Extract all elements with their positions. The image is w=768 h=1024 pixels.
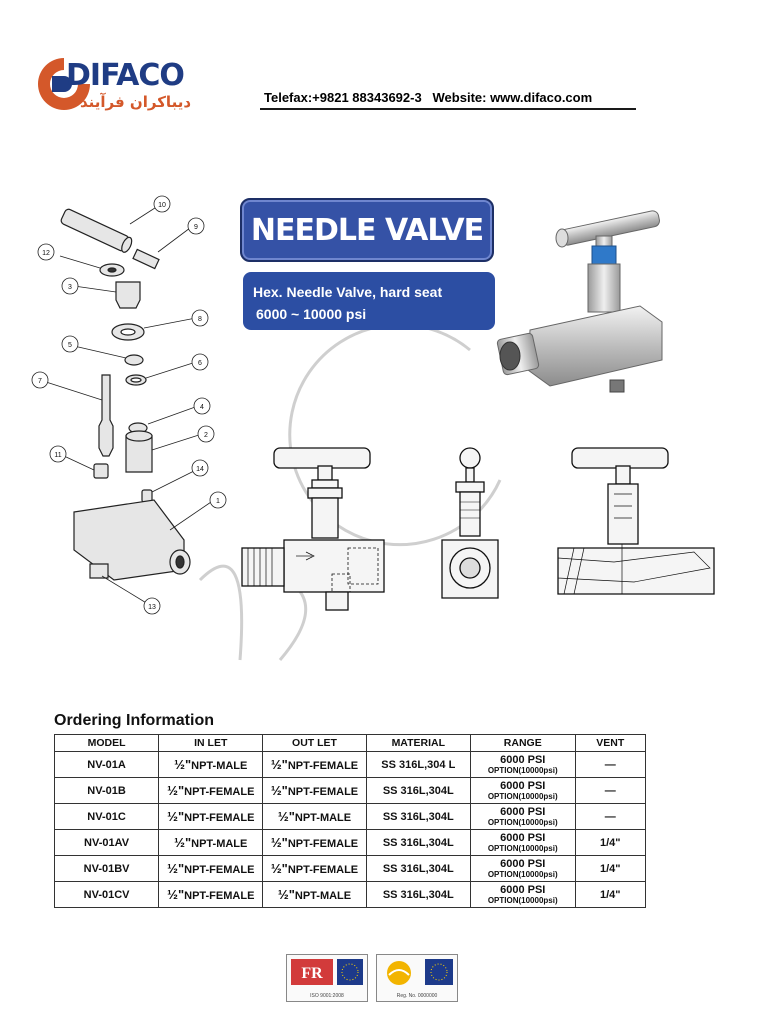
- outlet-cell: [263, 856, 366, 882]
- part-number-12: 12: [42, 250, 50, 257]
- range-cell: [470, 804, 575, 830]
- part-number-4: 4: [200, 404, 204, 411]
- part-screw: [133, 249, 159, 268]
- range-value: 6000 PSI: [500, 779, 546, 792]
- outlet-cell: [263, 830, 366, 856]
- model-value: NV-01C: [87, 810, 126, 823]
- ordering-table: [54, 734, 646, 908]
- table-row: [55, 830, 646, 856]
- table-row: [55, 856, 646, 882]
- range-option: OPTION(10000psi): [487, 817, 558, 827]
- inlet-value: NPT-FEMALE: [184, 890, 255, 902]
- material-value: SS 316L,304 L: [381, 758, 456, 771]
- part-number-14: 14: [196, 466, 204, 473]
- inlet-value: NPT-MALE: [191, 760, 248, 772]
- size-fraction: ½": [174, 835, 192, 850]
- part-number-8: 8: [198, 316, 202, 323]
- material-value: SS 316L,304L: [382, 862, 454, 875]
- ordering-title: Ordering Information: [54, 712, 214, 729]
- table-row: [55, 778, 646, 804]
- part-number-10: 10: [158, 202, 166, 209]
- part-packing-5: [125, 355, 143, 365]
- material-cell: [366, 778, 470, 804]
- material-cell: [366, 882, 470, 908]
- range-value: 6000 PSI: [500, 805, 546, 818]
- model-cell: [55, 778, 159, 804]
- material-value: SS 316L,304L: [382, 810, 454, 823]
- inlet-cell: [159, 804, 263, 830]
- vent-value: —: [604, 784, 616, 797]
- range-value: 6000 PSI: [500, 883, 546, 896]
- range-value: 6000 PSI: [500, 831, 546, 844]
- part-number-3: 3: [68, 284, 72, 291]
- table-row: [55, 804, 646, 830]
- column-header-material: MATERIAL: [366, 735, 470, 752]
- part-number-5: 5: [68, 342, 72, 349]
- model-cell: [55, 804, 159, 830]
- range-cell: [470, 856, 575, 882]
- inlet-cell: [159, 882, 263, 908]
- material-cell: [366, 856, 470, 882]
- range-option: OPTION(10000psi): [487, 791, 558, 801]
- title-banner: [240, 198, 494, 262]
- vent-value: 1/4": [600, 888, 621, 901]
- vent-value: —: [604, 810, 616, 823]
- size-fraction: ½": [270, 861, 288, 876]
- size-fraction: ½": [167, 887, 185, 902]
- inlet-value: NPT-FEMALE: [184, 786, 255, 798]
- model-value: NV-01CV: [83, 888, 130, 901]
- model-cell: [55, 830, 159, 856]
- vent-value: —: [604, 758, 616, 771]
- size-fraction: ½": [277, 809, 295, 824]
- vent-cell: [575, 882, 645, 908]
- inlet-cell: [159, 778, 263, 804]
- part-gland: [116, 282, 140, 308]
- material-value: SS 316L,304L: [382, 836, 454, 849]
- material-cell: [366, 830, 470, 856]
- size-fraction: ½": [270, 783, 288, 798]
- outlet-value: NPT-FEMALE: [287, 864, 359, 876]
- size-fraction: ½": [277, 887, 295, 902]
- inlet-value: NPT-FEMALE: [184, 864, 255, 876]
- part-vent: [90, 564, 108, 578]
- column-header-inlet: IN LET: [159, 735, 263, 752]
- part-number-9: 9: [194, 224, 198, 231]
- outlet-value: NPT-FEMALE: [287, 760, 359, 772]
- vent-cell: [575, 752, 645, 778]
- range-cell: [470, 752, 575, 778]
- inlet-value: NPT-FEMALE: [184, 812, 255, 824]
- subtitle-line-2: 6000 ~ 10000 psi: [256, 306, 367, 322]
- material-cell: [366, 804, 470, 830]
- inlet-cell: [159, 830, 263, 856]
- range-option: OPTION(10000psi): [487, 765, 558, 775]
- range-cell: [470, 778, 575, 804]
- range-cell: [470, 882, 575, 908]
- model-cell: [55, 882, 159, 908]
- inlet-cell: [159, 752, 263, 778]
- model-value: NV-01BV: [83, 862, 130, 875]
- range-option: OPTION(10000psi): [487, 869, 558, 879]
- material-value: SS 316L,304L: [382, 784, 454, 797]
- column-header-vent: VENT: [575, 735, 645, 752]
- size-fraction: ½": [270, 835, 288, 850]
- table-header-row: [55, 735, 646, 752]
- certificate-badge-1: [286, 954, 368, 1002]
- side-view-drawing: [236, 444, 386, 614]
- subtitle-banner: [243, 272, 495, 330]
- material-value: SS 316L,304L: [382, 888, 454, 901]
- column-header-outlet: OUT LET: [263, 735, 366, 752]
- subtitle-line-1: Hex. Needle Valve, hard seat: [253, 284, 443, 300]
- inlet-value: NPT-MALE: [191, 838, 248, 850]
- vent-value: 1/4": [600, 862, 621, 875]
- model-value: NV-01A: [87, 758, 126, 771]
- outlet-cell: [263, 882, 366, 908]
- section-view-drawing: [554, 444, 720, 614]
- part-number-11: 11: [54, 452, 62, 459]
- size-fraction: ½": [174, 757, 192, 772]
- part-stem: [99, 375, 113, 456]
- header-divider: [260, 108, 636, 110]
- part-plug: [94, 464, 108, 478]
- table-row: [55, 752, 646, 778]
- size-fraction: ½": [167, 809, 185, 824]
- inlet-cell: [159, 856, 263, 882]
- range-value: 6000 PSI: [500, 753, 546, 766]
- model-value: NV-01AV: [84, 836, 130, 849]
- part-number-7: 7: [38, 378, 42, 385]
- certificate-caption-1: ISO 9001:2008: [310, 993, 344, 999]
- outlet-value: NPT-MALE: [294, 890, 352, 902]
- part-number-2: 2: [204, 432, 208, 439]
- model-value: NV-01B: [87, 784, 126, 797]
- front-view-drawing: [432, 444, 508, 614]
- part-number-6: 6: [198, 360, 202, 367]
- vent-value: 1/4": [600, 836, 621, 849]
- column-header-range: RANGE: [470, 735, 575, 752]
- vent-cell: [575, 778, 645, 804]
- contact-line: Telefax:+9821 88343692-3 Website: www.difaco.com: [264, 90, 593, 105]
- outlet-cell: [263, 752, 366, 778]
- model-cell: [55, 752, 159, 778]
- size-fraction: ½": [167, 783, 185, 798]
- range-value: 6000 PSI: [500, 857, 546, 870]
- table-row: [55, 882, 646, 908]
- size-fraction: ½": [167, 861, 185, 876]
- svg-text:FR: FR: [301, 965, 323, 982]
- column-header-model: MODEL: [55, 735, 159, 752]
- part-number-13: 13: [148, 604, 156, 611]
- material-cell: [366, 752, 470, 778]
- outlet-value: NPT-FEMALE: [287, 838, 359, 850]
- logo-subtext: دیباکران فرآیند: [80, 93, 192, 111]
- vent-cell: [575, 804, 645, 830]
- range-option: OPTION(10000psi): [487, 843, 558, 853]
- vent-cell: [575, 856, 645, 882]
- outlet-value: NPT-MALE: [294, 812, 352, 824]
- vent-cell: [575, 830, 645, 856]
- part-number-1: 1: [216, 498, 220, 505]
- range-option: OPTION(10000psi): [487, 895, 558, 905]
- range-cell: [470, 830, 575, 856]
- part-handle: [60, 208, 134, 254]
- certificate-badge-2: [376, 954, 458, 1002]
- outlet-cell: [263, 804, 366, 830]
- outlet-cell: [263, 778, 366, 804]
- product-title: NEEDLE VALVE: [250, 213, 484, 248]
- size-fraction: ½": [270, 757, 288, 772]
- model-cell: [55, 856, 159, 882]
- certificate-caption-2: Reg. No. 0000000: [396, 993, 438, 999]
- logo-text: DIFACO: [66, 58, 184, 93]
- outlet-value: NPT-FEMALE: [287, 786, 359, 798]
